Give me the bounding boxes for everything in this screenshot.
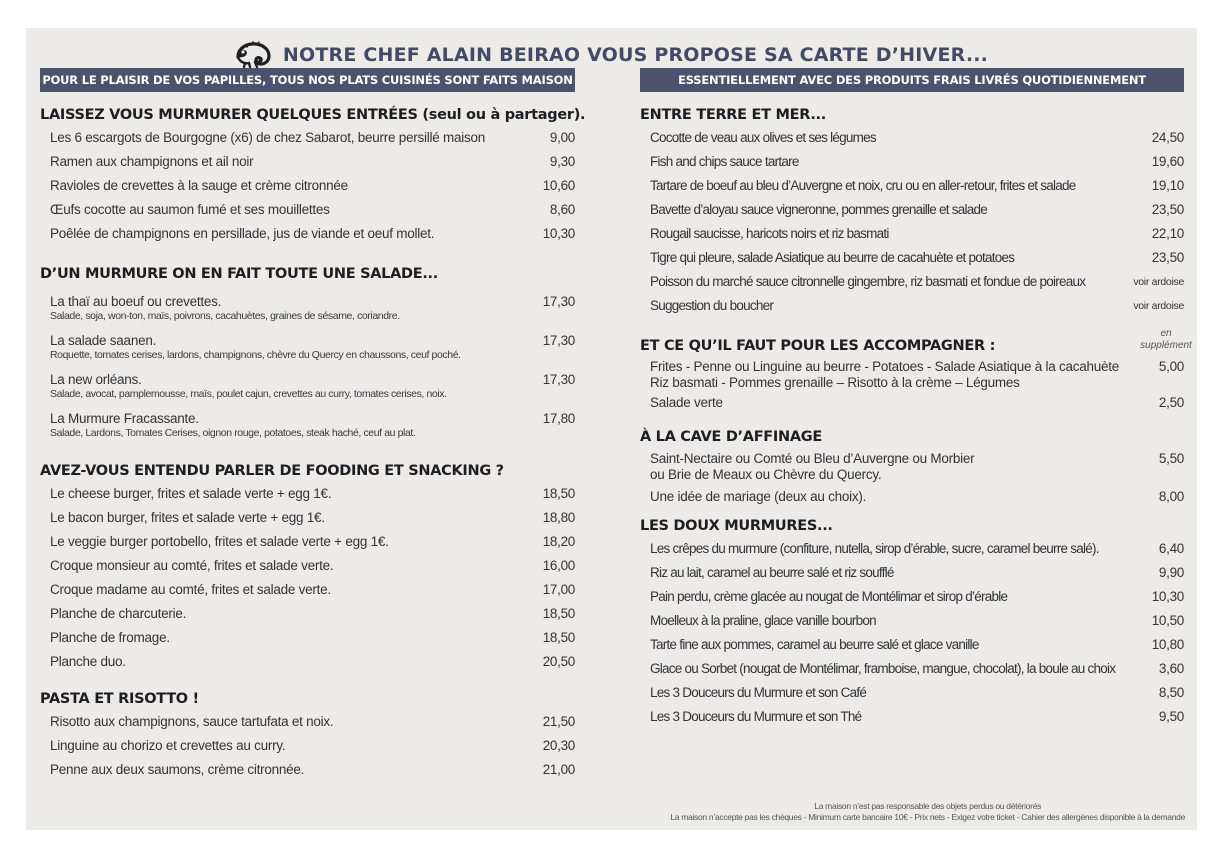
section-title-accompagnements: ET CE QU’IL FAUT POUR LES ACCOMPAGNER : bbox=[640, 338, 996, 354]
right-column bbox=[640, 68, 1192, 725]
menu-item bbox=[40, 558, 575, 574]
item-name: La Murmure Fracassante. bbox=[50, 411, 199, 426]
menu-item bbox=[40, 606, 575, 622]
item-name: Le bacon burger, frites et salade verte + egg 1€. bbox=[50, 510, 325, 525]
menu-item bbox=[40, 486, 575, 502]
item-price: 17,80 bbox=[542, 411, 575, 426]
item-name: Poisson du marché sauce citronnelle gingembre, riz basmati et fondue de poireaux bbox=[650, 274, 1086, 289]
footer-line-1: La maison n’est pas responsable des objets perdus ou détériorés bbox=[814, 801, 1042, 811]
item-description: Salade, avocat, pamplemousse, maïs, poulet cajun, crevettes au curry, tomates cerises, noix. bbox=[50, 388, 447, 400]
menu-item bbox=[640, 178, 1184, 194]
section-title-cave: À LA CAVE D’AFFINAGE bbox=[640, 429, 822, 445]
item-name: Le cheese burger, frites et salade verte + egg 1€. bbox=[50, 486, 332, 501]
menu-item bbox=[40, 714, 575, 730]
menu-item bbox=[640, 130, 1184, 146]
menu-item bbox=[40, 178, 575, 194]
item-price: 10,80 bbox=[1151, 637, 1184, 652]
item-description: Roquette, tomates cerises, lardons, champignons, chèvre du Quercy en chaussons, ceuf poché. bbox=[50, 349, 461, 361]
section-title-fooding: AVEZ-VOUS ENTENDU PARLER DE FOODING ET SNACKING ? bbox=[40, 463, 504, 479]
item-name: Les 6 escargots de Bourgogne (x6) de chez Sabarot, beurre persillé maison bbox=[50, 130, 486, 145]
item-price: 19,60 bbox=[1151, 154, 1184, 169]
item-description: Salade, soja, won-ton, maïs, poivrons, cacahuètes, graines de sésame, coriandre. bbox=[50, 310, 400, 322]
menu-item bbox=[640, 637, 1184, 653]
item-price: 20,50 bbox=[542, 654, 575, 669]
item-price: 22,10 bbox=[1151, 226, 1184, 241]
item-name: Une idée de mariage (deux au choix). bbox=[650, 489, 867, 504]
menu-item bbox=[640, 250, 1184, 266]
desserts-list bbox=[640, 541, 1184, 725]
section-title-salades: D’UN MURMURE ON EN FAIT TOUTE UNE SALADE... bbox=[40, 266, 438, 282]
accompagnements-list bbox=[640, 359, 1184, 411]
cave-list bbox=[640, 451, 1184, 505]
item-name: Tarte fine aux pommes, caramel au beurre salé et glace vanille bbox=[650, 637, 979, 652]
menu-item bbox=[640, 613, 1184, 629]
section-title-entrees: LAISSEZ VOUS MURMURER QUELQUES ENTRÉES (seul ou à partager). bbox=[40, 107, 586, 123]
menu-item bbox=[640, 298, 1184, 314]
item-name: Linguine au chorizo et crevettes au curry. bbox=[50, 738, 286, 753]
item-name: Tartare de boeuf au bleu d’Auvergne et noix, cru ou en aller-retour, frites et salade bbox=[650, 178, 1076, 193]
item-description: Salade, Lardons, Tomates Cerises, oignon rouge, potatoes, steak haché, ceuf au plat. bbox=[50, 427, 416, 439]
menu-item bbox=[40, 738, 575, 754]
menu-item bbox=[40, 226, 575, 242]
item-price: 5,00 bbox=[1158, 359, 1184, 374]
menu-item bbox=[640, 541, 1184, 557]
item-name: Salade verte bbox=[650, 395, 723, 410]
item-price: 17,30 bbox=[542, 372, 575, 387]
item-name: Saint-Nectaire ou Comté ou Bleu d’Auvergne ou Morbier bbox=[650, 451, 975, 466]
left-column bbox=[40, 68, 586, 778]
menu-item bbox=[640, 685, 1184, 701]
menu-item bbox=[40, 630, 575, 646]
supplement-note: en supplément bbox=[1140, 328, 1192, 351]
item-name: Les 3 Douceurs du Murmure et son Thé bbox=[650, 709, 862, 724]
item-price: voir ardoise bbox=[1133, 300, 1184, 312]
menu-item bbox=[40, 333, 575, 362]
right-banner: ESSENTIELLEMENT AVEC DES PRODUITS FRAIS LIVRÉS QUOTIDIENNEMENT bbox=[640, 68, 1184, 92]
pasta-list bbox=[40, 714, 575, 778]
item-price: 18,80 bbox=[542, 510, 575, 525]
item-name: Moelleux à la praline, glace vanille bourbon bbox=[650, 613, 876, 628]
item-name: Pain perdu, crème glacée au nougat de Montélimar et sirop d’érable bbox=[650, 589, 1008, 604]
item-name: Planche duo. bbox=[50, 654, 126, 669]
item-name: Les 3 Douceurs du Murmure et son Café bbox=[650, 685, 867, 700]
item-name: Le veggie burger portobello, frites et salade verte + egg 1€. bbox=[50, 534, 389, 549]
item-name: Ramen aux champignons et ail noir bbox=[50, 154, 254, 169]
menu-item bbox=[40, 294, 575, 323]
menu-item bbox=[40, 654, 575, 670]
footer-line-2: La maison n’accepte pas les chèques - Minimum carte bancaire 10€ - Prix nets - Exigez votre ticket - Cahier des allergènes disponible à la demande bbox=[670, 812, 1185, 822]
menu-item bbox=[640, 451, 1184, 483]
menu-item bbox=[640, 565, 1184, 581]
item-name: La thaï au boeuf ou crevettes. bbox=[50, 294, 222, 309]
item-name: Planche de charcuterie. bbox=[50, 606, 187, 621]
item-name: Bavette d’aloyau sauce vigneronne, pommes grenaille et salade bbox=[650, 202, 987, 217]
item-name: Poêlée de champignons en persillade, jus de viande et oeuf mollet. bbox=[50, 226, 435, 241]
item-name: Risotto aux champignons, sauce tartufata et noix. bbox=[50, 714, 334, 729]
item-price: 16,00 bbox=[542, 558, 575, 573]
item-name: Croque monsieur au comté, frites et salade verte. bbox=[50, 558, 334, 573]
item-name: Suggestion du boucher bbox=[650, 298, 774, 313]
item-price: 10,60 bbox=[542, 178, 575, 193]
item-price: 2,50 bbox=[1158, 395, 1184, 410]
item-name: Croque madame au comté, frites et salade verte. bbox=[50, 582, 331, 597]
salades-list bbox=[40, 294, 575, 440]
item-price: 9,00 bbox=[549, 130, 575, 145]
menu-item bbox=[640, 359, 1184, 391]
item-price: voir ardoise bbox=[1133, 276, 1184, 288]
menu-item bbox=[640, 661, 1184, 677]
menu-item bbox=[40, 130, 575, 146]
menu-item bbox=[40, 202, 575, 218]
item-name-line2: ou Brie de Meaux ou Chèvre du Quercy. bbox=[650, 467, 882, 482]
item-price: 17,30 bbox=[542, 294, 575, 309]
item-name: Les crêpes du murmure (confiture, nutella, sirop d’érable, sucre, caramel beurre salé). bbox=[650, 541, 1099, 556]
menu-item bbox=[40, 534, 575, 550]
item-price: 9,50 bbox=[1158, 709, 1184, 724]
item-price: 19,10 bbox=[1151, 178, 1184, 193]
item-price: 24,50 bbox=[1151, 130, 1184, 145]
menu-item bbox=[640, 709, 1184, 725]
item-price: 18,50 bbox=[542, 606, 575, 621]
item-price: 10,30 bbox=[542, 226, 575, 241]
section-title-desserts: LES DOUX MURMURES... bbox=[640, 518, 833, 534]
menu-item bbox=[640, 274, 1184, 290]
item-name: La new orléans. bbox=[50, 372, 142, 387]
item-price: 10,30 bbox=[1151, 589, 1184, 604]
fooding-list bbox=[40, 486, 575, 670]
menu-item bbox=[40, 154, 575, 170]
menu-item bbox=[640, 395, 1184, 411]
item-price: 17,30 bbox=[542, 333, 575, 348]
menu-title-text: NOTRE CHEF ALAIN BEIRAO VOUS PROPOSE SA CARTE D’HIVER... bbox=[282, 44, 989, 66]
menu-item bbox=[640, 154, 1184, 170]
item-name: Planche de fromage. bbox=[50, 630, 170, 645]
item-name: Tigre qui pleure, salade Asiatique au beurre de cacahuète et potatoes bbox=[650, 250, 1015, 265]
item-name-line2: Riz basmati - Pommes grenaille – Risotto à la crème – Légumes bbox=[650, 375, 1020, 390]
item-price: 8,50 bbox=[1158, 685, 1184, 700]
menu-sheet bbox=[26, 28, 1197, 830]
item-price: 23,50 bbox=[1151, 250, 1184, 265]
menu-item bbox=[40, 372, 575, 401]
section-title-terre-mer: ENTRE TERRE ET MER... bbox=[640, 107, 826, 123]
item-price: 5,50 bbox=[1158, 451, 1184, 466]
item-price: 21,00 bbox=[542, 762, 575, 777]
menu-item bbox=[40, 510, 575, 526]
item-price: 18,20 bbox=[542, 534, 575, 549]
item-price: 9,90 bbox=[1158, 565, 1184, 580]
item-price: 17,00 bbox=[542, 582, 575, 597]
section-title-pasta: PASTA ET RISOTTO ! bbox=[40, 691, 199, 707]
menu-item bbox=[640, 226, 1184, 242]
accompagnements-header bbox=[640, 328, 1192, 354]
menu-item bbox=[640, 589, 1184, 605]
item-price: 8,60 bbox=[549, 202, 575, 217]
footer-notes bbox=[670, 801, 1185, 823]
item-name: Glace ou Sorbet (nougat de Montélimar, framboise, mangue, chocolat), la boule au choix bbox=[650, 661, 1116, 676]
item-price: 8,00 bbox=[1158, 489, 1184, 504]
terre-mer-list bbox=[640, 130, 1184, 314]
left-banner: POUR LE PLAISIR DE VOS PAPILLES, TOUS NOS PLATS CUISINÉS SONT FAITS MAISON bbox=[40, 68, 575, 92]
menu-item bbox=[40, 762, 575, 778]
item-price: 3,60 bbox=[1158, 661, 1184, 676]
item-name: La salade saanen. bbox=[50, 333, 157, 348]
menu-item bbox=[640, 202, 1184, 218]
item-name: Penne aux deux saumons, crème citronnée. bbox=[50, 762, 305, 777]
item-price: 6,40 bbox=[1158, 541, 1184, 556]
entrees-list bbox=[40, 130, 575, 242]
item-price: 23,50 bbox=[1151, 202, 1184, 217]
item-name: Ravioles de crevettes à la sauge et crème citronnée bbox=[50, 178, 348, 193]
item-price: 20,30 bbox=[542, 738, 575, 753]
item-name: Cocotte de veau aux olives et ses légumes bbox=[650, 130, 876, 145]
item-price: 9,30 bbox=[549, 154, 575, 169]
item-price: 18,50 bbox=[542, 486, 575, 501]
chameleon-icon bbox=[235, 40, 273, 70]
menu-item bbox=[40, 582, 575, 598]
menu-item bbox=[640, 489, 1184, 505]
item-name: Riz au lait, caramel au beurre salé et riz soufflé bbox=[650, 565, 894, 580]
item-name: Frites - Penne ou Linguine au beurre - Potatoes - Salade Asiatique à la cacahuète bbox=[650, 359, 1120, 374]
item-name: Fish and chips sauce tartare bbox=[650, 154, 799, 169]
item-name: Œufs cocotte au saumon fumé et ses mouillettes bbox=[50, 202, 330, 217]
item-price: 10,50 bbox=[1151, 613, 1184, 628]
menu-item bbox=[40, 411, 575, 440]
item-price: 21,50 bbox=[542, 714, 575, 729]
item-name: Rougail saucisse, haricots noirs et riz basmati bbox=[650, 226, 889, 241]
item-price: 18,50 bbox=[542, 630, 575, 645]
